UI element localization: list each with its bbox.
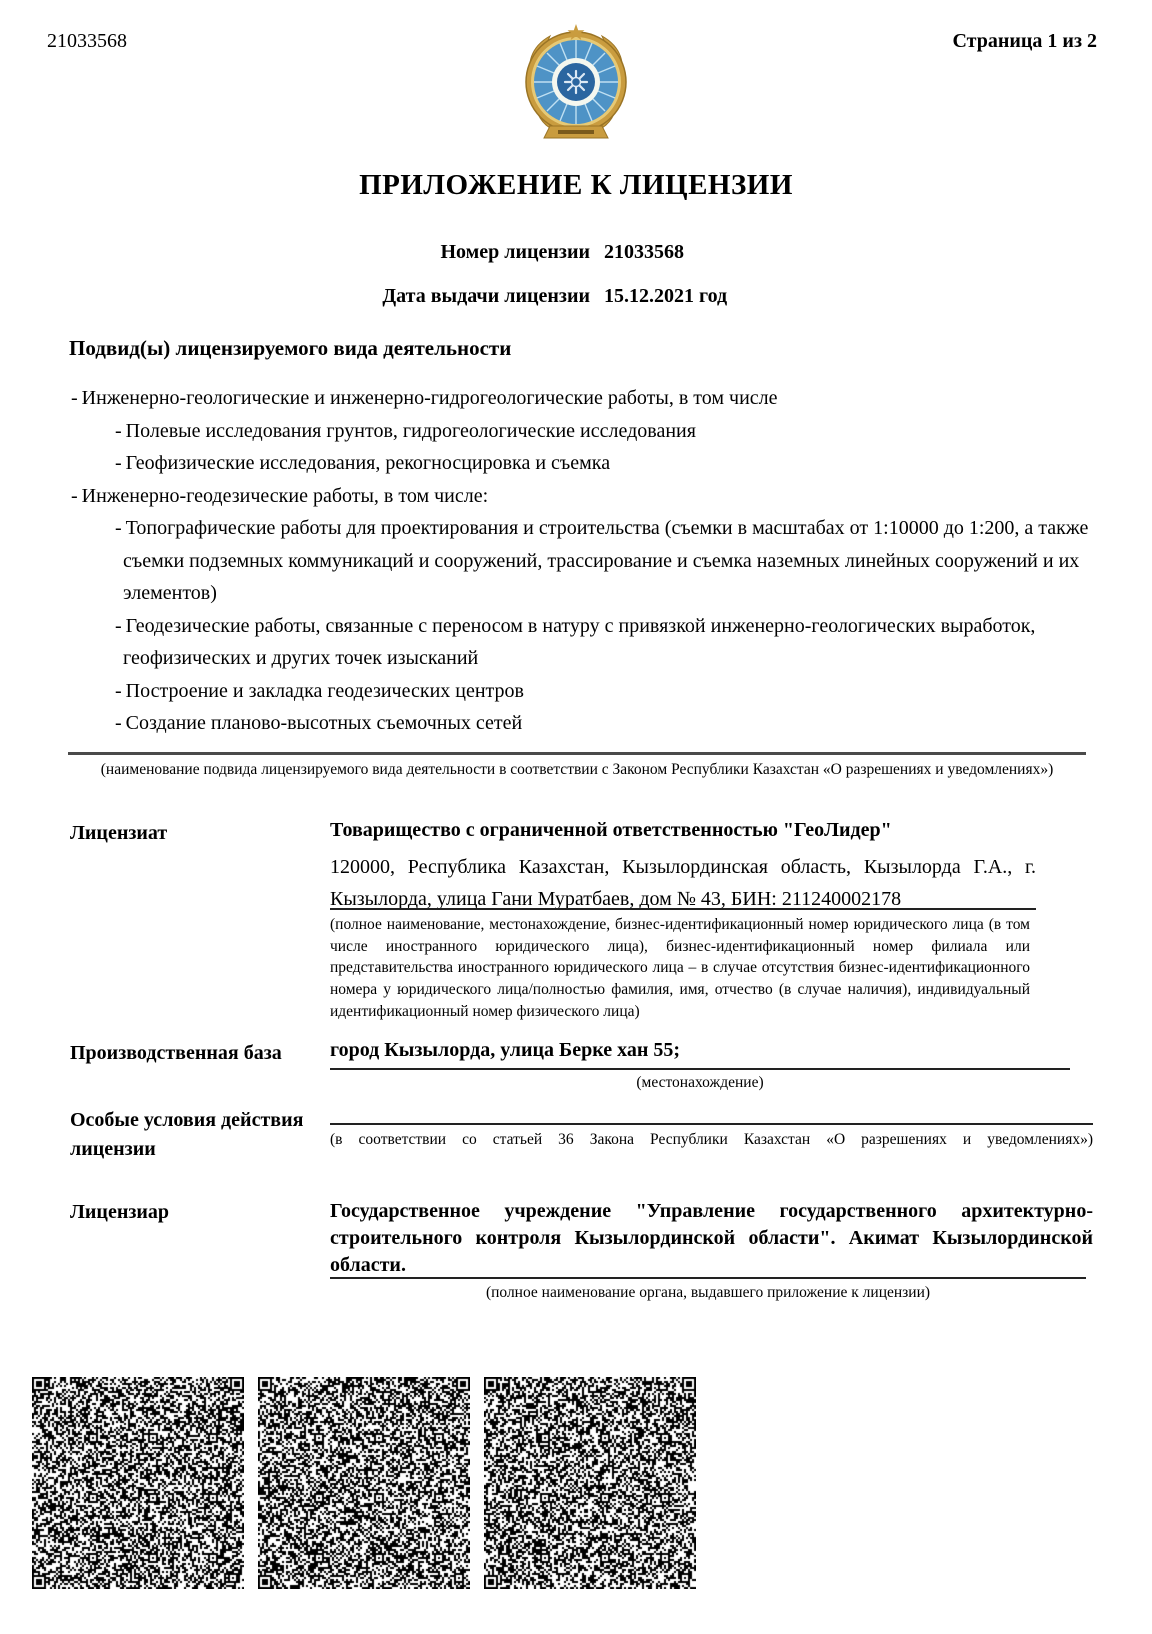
subtype-item: [68, 382, 1090, 415]
dash-bullet-icon: ‑: [115, 614, 126, 637]
dash-bullet-icon: ‑: [115, 452, 126, 474]
license-date-value: 15.12.2021 год: [604, 285, 728, 307]
special-conditions-label: Особые условия действия лицензии: [70, 1109, 304, 1160]
subtype-item-text: Геодезические работы, связанные с переносом в натуру с привязкой инженерно-геологических выработок, геофизических и других точек изысканий: [123, 614, 1036, 669]
licensee-label: Лицензиат: [70, 822, 168, 844]
licensee-rule: [330, 908, 1036, 910]
page-title: ПРИЛОЖЕНИЕ К ЛИЦЕНЗИИ: [359, 169, 793, 201]
subtype-list: [68, 382, 1090, 740]
dash-bullet-icon: ‑: [71, 387, 82, 409]
dash-bullet-icon: ‑: [115, 517, 126, 539]
subtype-item: [68, 447, 1090, 480]
subtype-item-text: Построение и закладка геодезических центров: [125, 679, 524, 702]
licensee-address: 120000, Республика Казахстан, Кызылординская область, Кызылорда Г.А., г. Кызылорда, улица Гани Муратбаев, дом № 43, БИН: 211240002178: [330, 856, 1036, 910]
subtype-item: [68, 480, 1090, 513]
dash-bullet-icon: ‑: [115, 679, 126, 702]
special-conditions-rule: [330, 1123, 1093, 1125]
qr-code-row: [32, 1377, 710, 1589]
subtypes-heading: Подвид(ы) лицензируемого вида деятельности: [69, 336, 512, 360]
production-base-caption: (местонахождение): [636, 1074, 764, 1091]
licensee-name: Товарищество с ограниченной ответственностью "ГеоЛидер": [330, 819, 892, 841]
dash-bullet-icon: ‑: [115, 712, 126, 734]
page-indicator: Страница 1 из 2: [952, 30, 1097, 52]
subtype-item-text: Создание планово-высотных съемочных сетей: [125, 712, 523, 734]
document-number-header: 21033568: [47, 30, 127, 52]
subtype-item: [68, 707, 1090, 740]
subtype-item: [68, 512, 1090, 610]
subtypes-divider-rule: [68, 752, 1086, 755]
production-base-label: Производственная база: [70, 1042, 282, 1064]
qr-code-3: [484, 1377, 696, 1589]
subtype-item: [68, 675, 1090, 708]
qr-code-1: [32, 1377, 244, 1589]
kazakhstan-emblem-icon: [516, 22, 636, 151]
subtype-item-text: Инженерно-геологические и инженерно-гидрогеологические работы, в том числе: [81, 387, 778, 409]
special-conditions-caption: (в соответствии со статьей 36 Закона Республики Казахстан «О разрешениях и уведомлениях»): [330, 1131, 1093, 1148]
license-number-label: Номер лицензии: [440, 241, 590, 263]
subtypes-caption: (наименование подвида лицензируемого вида деятельности в соответствии с Законом Республики Казахстан «О разрешениях и уведомлениях»): [100, 761, 1054, 778]
licensor-rule: [330, 1277, 1086, 1279]
qr-code-2: [258, 1377, 470, 1589]
subtype-item: [68, 610, 1090, 675]
dash-bullet-icon: ‑: [71, 484, 82, 507]
subtype-item-text: Геофизические исследования, рекогносцировка и съемка: [125, 452, 611, 474]
licensor-value: Государственное учреждение "Управление государственного архитектурно-строительного контроля Кызылординской области". Акимат Кызылординской области.: [330, 1200, 1093, 1276]
subtype-item: [68, 415, 1090, 448]
production-base-value: город Кызылорда, улица Берке хан 55;: [330, 1039, 681, 1061]
subtype-item-text: Топографические работы для проектирования и строительства (съемки в масштабах от 1:10000 до 1:200, а также съемки подземных коммуникаций и сооружений, трассирование и съемка наземных линейных сооружений и их элементов): [123, 517, 1089, 604]
licensor-label: Лицензиар: [70, 1201, 170, 1223]
licensee-caption: (полное наименование, местонахождение, бизнес-идентификационный номер юридического лица (в том числе иностранного юридического лица), бизнес-идентификационный номер филиала или представительства иностранного юридического лица – в случае отсутствия бизнес-идентификационного номера у юридического лица/полностью фамилия, имя, отчество (в случае наличия), индивидуальный идентификационный номер физического лица): [330, 916, 1030, 1020]
production-base-rule: [330, 1068, 1070, 1070]
licensor-caption: (полное наименование органа, выдавшего приложение к лицензии): [485, 1284, 931, 1301]
license-date-label: Дата выдачи лицензии: [382, 285, 590, 307]
dash-bullet-icon: ‑: [115, 419, 126, 442]
subtype-item-text: Инженерно-геодезические работы, в том числе:: [81, 484, 489, 507]
license-number-value: 21033568: [604, 241, 684, 263]
subtype-item-text: Полевые исследования грунтов, гидрогеологические исследования: [125, 419, 696, 442]
